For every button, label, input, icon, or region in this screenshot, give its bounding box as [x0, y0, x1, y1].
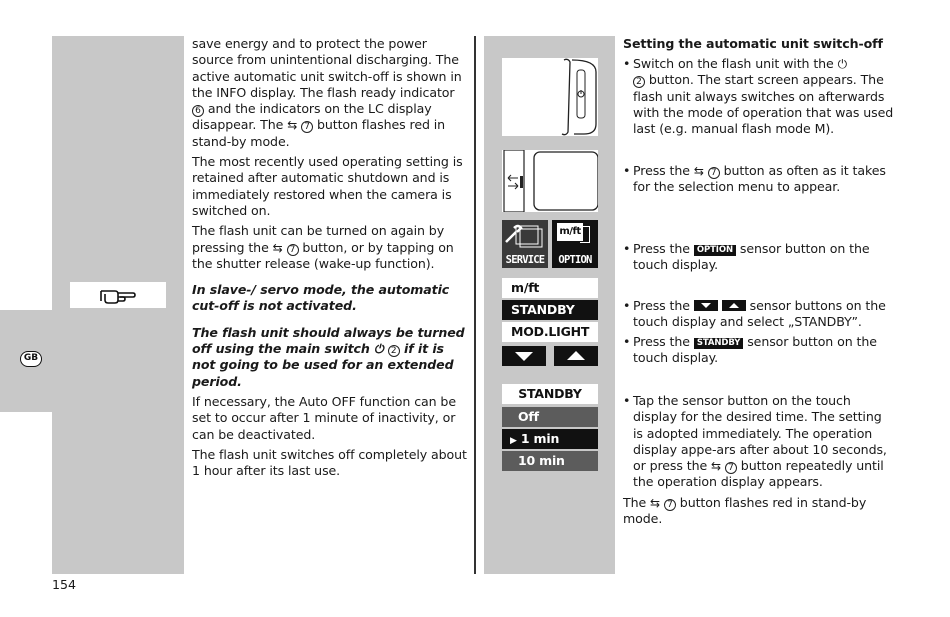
warning-main-switch — [192, 325, 467, 390]
display-drawing — [502, 150, 598, 212]
up-arrow-icon — [722, 300, 746, 311]
step-tap-time: • Tap the sensor button on the touch display for the desired time. The setting is adopted immediately. The operation display appe-ars after about 10 seconds, or press the ⇆ 7 button repeatedly until the operation display appears. — [623, 393, 887, 490]
note-slave-mode: In slave-/ servo mode, the automatic cut-off is not activated. — [192, 282, 450, 314]
note-box — [70, 282, 166, 308]
text: button flashes red in stand-by mode. — [623, 495, 867, 527]
text: sensor button on the touch display. — [633, 334, 877, 366]
text: sensor button on the touch display. — [633, 241, 870, 273]
text: button, or by tapping on the shutter release (wake-up function). — [192, 239, 454, 271]
step-switch-on: • Switch on the flash unit with the ⏻ 2 button. The start screen appears. The flash unit always switches on afterwards with the mode of operation that was used last (e.g. manual flash mode M). — [623, 56, 894, 137]
footer-note — [623, 495, 895, 528]
mode-switch-icon: ⇆ — [287, 118, 298, 133]
down-arrow-icon — [694, 300, 718, 311]
text: Press the — [633, 163, 694, 178]
down-arrow-button — [502, 346, 546, 366]
mode-switch-icon: ⇆ — [693, 164, 704, 178]
option-label: OPTION — [558, 254, 592, 266]
power-icon: ⏻ — [374, 342, 384, 357]
paragraph-wake — [192, 223, 467, 272]
step-option: • Press the OPTION sensor button on the touch display. — [623, 241, 870, 273]
standby-tag: STANDBY — [694, 338, 743, 349]
language-badge: GB — [20, 351, 42, 367]
text: Tap the sensor button on the touch display for the desired time. The setting is adopted immediately. The operation display appe-ars after about 10 seconds, or press the — [633, 393, 887, 474]
paragraph-auto-off: If necessary, the Auto OFF function can be set to occur after 1 minute of inactivity, or can be deactivated. — [192, 393, 456, 442]
text: button repeatedly until the operation display appears. — [633, 458, 884, 490]
wrench-icon — [502, 220, 548, 250]
paragraph-hour: The flash unit switches off completely about 1 hour after its last use. — [192, 446, 467, 479]
ref-number: 7 — [725, 462, 737, 474]
ref-number: 2 — [633, 76, 645, 88]
ref-number: 7 — [708, 167, 720, 179]
list-item-mft: m/ft — [502, 278, 598, 298]
step-standby: • Press the STANDBY sensor button on the touch display. — [623, 334, 877, 366]
step-mode-button: • Press the ⇆ 7 button as often as it takes for the selection menu to appear. — [623, 163, 886, 195]
text: button as often as it takes for the selection menu to appear. — [633, 163, 886, 195]
option-icon-label: m/ft — [557, 223, 583, 241]
menu-illustration — [502, 220, 598, 268]
ref-number: 6 — [192, 105, 204, 117]
ref-number: 7 — [301, 121, 313, 133]
flash-unit-illustration — [502, 58, 598, 136]
standby-option-10min: 10 min — [502, 451, 598, 471]
selected-marker-icon: ▶ — [510, 436, 517, 446]
option-menu-button — [552, 220, 598, 268]
text: if it is not going to be used for an extended period. — [192, 341, 454, 389]
standby-option-1min — [502, 429, 598, 449]
ref-number: 2 — [388, 345, 400, 357]
text: button flashes red in stand-by mode. — [192, 117, 446, 149]
text: The flash unit should always be turned off using the main switch — [192, 324, 465, 357]
flash-unit-drawing — [502, 58, 598, 136]
right-column — [623, 36, 895, 527]
option-tag: OPTION — [694, 245, 736, 256]
display-illustration — [502, 150, 598, 212]
power-icon: ⏻ — [837, 57, 848, 71]
paragraph-energy — [192, 36, 467, 150]
column-divider — [474, 36, 476, 574]
list-item-modlight: MOD.LIGHT — [502, 322, 598, 342]
mode-switch-icon: ⇆ — [711, 459, 721, 474]
mode-switch-icon: ⇆ — [272, 240, 283, 255]
mode-switch-icon: ⇆ — [650, 496, 660, 510]
text: Press the — [633, 334, 694, 349]
pointing-hand-icon — [99, 285, 137, 305]
text: Press the — [633, 241, 694, 256]
up-arrow-button — [554, 346, 598, 366]
text: button. The start screen appears. The flash unit always switches on afterwards with the mode of operation that was used last (e.g. manual flash mode M). — [633, 72, 894, 137]
standby-option-off: Off — [502, 407, 598, 427]
text: The flash unit can be turned on again by pressing the — [192, 223, 445, 255]
page-number: 154 — [52, 577, 77, 592]
paragraph-retained: The most recently used operating setting is retained after automatic shutdown and is immediately restored when the camera is switched on. — [192, 154, 463, 218]
text: and the indicators on the LC display disappear. The — [192, 101, 432, 133]
text: sensor buttons on the touch display and select „STANDBY”. — [633, 298, 886, 330]
option-label: 1 min — [520, 431, 560, 446]
section-heading: Setting the automatic unit switch-off — [623, 36, 883, 51]
text: Switch on the flash unit with the — [633, 56, 838, 71]
list-item-standby: STANDBY — [502, 300, 598, 320]
text: save energy and to protect the power source from unintentional discharging. The active automatic unit switch-off is shown in the INFO display. The flash ready indicator — [192, 36, 462, 100]
ref-number: 7 — [287, 244, 299, 256]
service-menu-button — [502, 220, 548, 268]
ref-number: 7 — [664, 499, 676, 511]
step-arrows: • Press the sensor buttons on the touch display and select „STANDBY”. — [623, 298, 886, 330]
service-label: SERVICE — [505, 254, 545, 266]
text: The — [623, 495, 651, 510]
middle-column — [192, 36, 467, 483]
standby-header: STANDBY — [502, 384, 598, 404]
text: Press the — [633, 298, 694, 313]
